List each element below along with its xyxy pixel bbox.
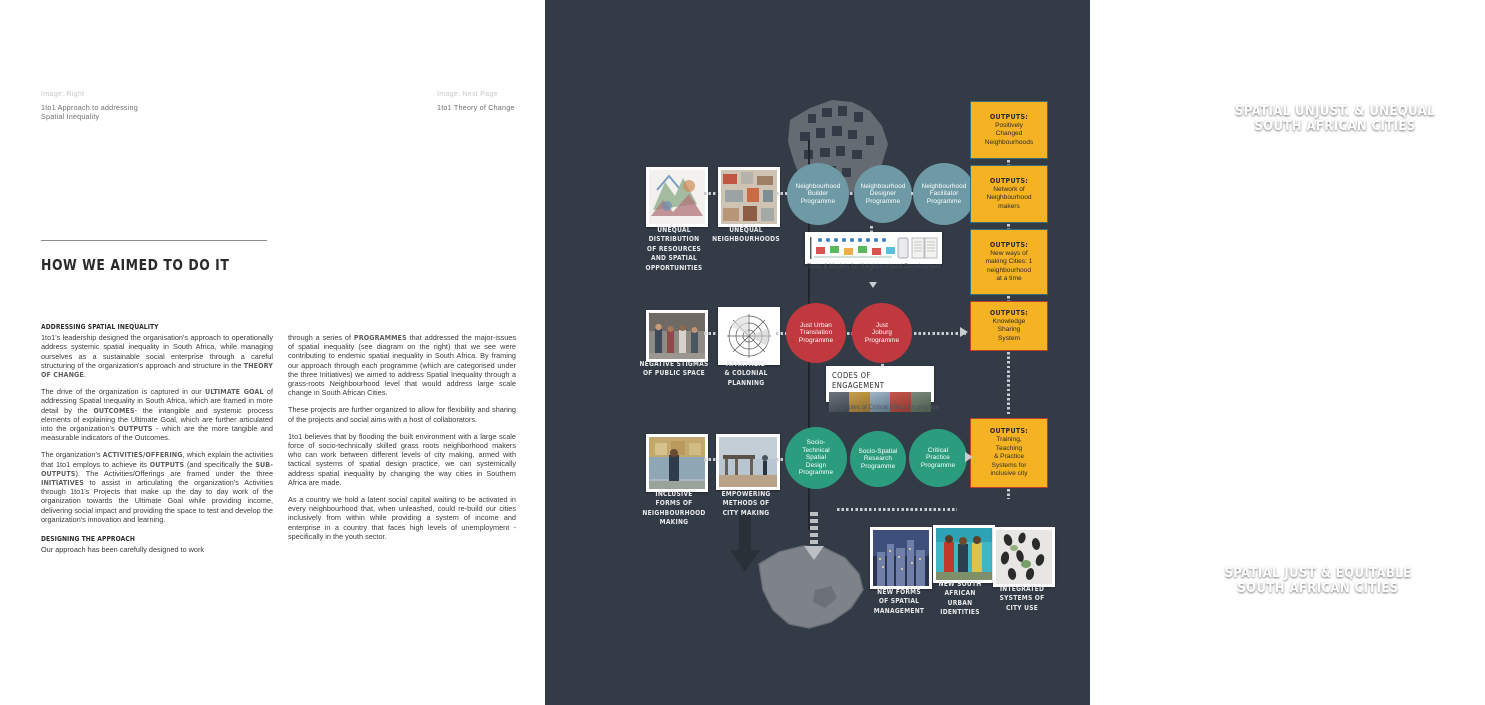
- connector-dots-out4-out5: [1007, 352, 1010, 416]
- rp1-text-b: that addressed the major-issues of spatial inequality (see diagram on the right) that we see were contributing to endemic spatial inequality in South Africa. By framing our approach through each programme (which are categorised under the three Initiatives) we aimed to address Spatial Inequality through a grass-roots Neighbourhood level that would address large scale change in South African Cities.: [288, 333, 517, 398]
- keyword-activities-offering: ACTIVITIES/OFFERING: [102, 450, 183, 460]
- circle-line: Neighbourhood: [795, 182, 841, 190]
- diagram-pane: [545, 0, 1435, 705]
- p3-text-b: , which explain the activities that 1to1 employs to achieve its: [41, 450, 273, 469]
- output-line: & Practice: [993, 453, 1025, 461]
- photo-tile-new-south-african-urban-identities: [933, 525, 995, 583]
- output-line: Sharing: [997, 326, 1021, 334]
- cap-line: OF PUBLIC SPACE: [642, 369, 705, 378]
- paragraph-1: [41, 333, 273, 379]
- photo-tile-integrated-systems-of-city-use: [993, 527, 1055, 587]
- cap-line: NEGATIVE STIGMAS: [639, 360, 709, 368]
- caption-unequal-neighbourhoods: [695, 226, 797, 245]
- cap-line: MAKING: [659, 518, 689, 527]
- info-card-tools-and-models[interactable]: [805, 232, 942, 264]
- circle-line: Spatial: [805, 454, 827, 462]
- output-line: Systems for: [991, 461, 1027, 469]
- caption-apartheid-colonial-planning: [700, 360, 792, 388]
- document-pane: [0, 0, 545, 705]
- p2-text-a: The drive of the organization is captured in our: [41, 387, 206, 397]
- image-note-left-label: Image: Right: [41, 89, 85, 98]
- output-line: Positively: [995, 121, 1023, 129]
- connector-dots-bottom-horizontal: [837, 508, 957, 511]
- output-title: OUTPUTS:: [989, 308, 1029, 317]
- output-box-new-ways-of-making-cities[interactable]: [970, 229, 1048, 295]
- image-note-right-caption1: 1to1 Theory of Change: [437, 103, 515, 112]
- photo-tile-negative-stigmas: [646, 310, 708, 362]
- cap-line: AND SPATIAL: [650, 254, 697, 263]
- photo-tile-unequal-distribution: [646, 167, 708, 227]
- p1-text-b: .: [83, 370, 86, 380]
- circle-line: Designer: [869, 190, 897, 198]
- output-title: OUTPUTS:: [989, 176, 1029, 185]
- circle-line: Design: [805, 461, 827, 469]
- cap-line: MANAGEMENT: [873, 606, 925, 615]
- p3-text-d: ). The Activities/Offerings are framed under the three: [75, 468, 273, 478]
- hero-top-line1: SPATIAL UNJUST. & UNEQUAL: [1235, 104, 1435, 119]
- cap-line: UNEQUAL: [729, 226, 763, 234]
- cap-line: PLANNING: [727, 378, 765, 387]
- cap-line: CITY USE: [1005, 603, 1039, 612]
- flow-arrow-down-dotted-icon: [801, 512, 827, 569]
- paragraph-4: Our approach has been carefully designed to work: [41, 545, 205, 555]
- programme-circle-just-urban-translation[interactable]: [786, 303, 846, 363]
- r-paragraph-1: [288, 333, 516, 397]
- rp1-text-a: through a series of: [288, 333, 354, 342]
- hero-title-top: [1185, 104, 1485, 134]
- circle-line: Programme: [865, 197, 901, 205]
- circle-line: Neighbourhood: [921, 182, 967, 190]
- output-box-positively-changed-neighbourhoods[interactable]: [970, 101, 1048, 159]
- paragraph-3: [41, 450, 273, 524]
- cap-line: UNEQUAL: [657, 226, 691, 234]
- cap-line: CITY MAKING: [722, 508, 770, 517]
- keyword-outputs: OUTPUTS: [118, 424, 153, 434]
- image-note-left-caption2: Spatial Inequality: [41, 112, 100, 121]
- cap-line: FORMS OF: [655, 499, 693, 508]
- subheading-designing-the-approach: DESIGNING THE APPROACH: [41, 534, 135, 544]
- output-line: at a time: [996, 274, 1022, 282]
- r-paragraph-4: As a country we hold a latent social capital waiting to be activated in every neighbourhood that, when unleashed, could re-build our cities inclusively from within while providing a system of income and enterprise in a country that faces high levels of unemployment - specifically in the youth sector.: [288, 495, 516, 541]
- arrow-down-card1-icon: [869, 282, 877, 288]
- image-note-right-label: Image: Next Page: [437, 89, 498, 98]
- output-line: making Cities: 1: [985, 258, 1033, 266]
- output-line: Neighbourhoods: [984, 138, 1034, 146]
- card-caption-tools-and-models: Tools & Models for Neighbourhood Development: [807, 264, 941, 270]
- keyword-outcomes: OUTCOMES: [93, 405, 135, 415]
- keyword-ultimate-goal: ULTIMATE GOAL: [205, 387, 264, 397]
- output-line: Training,: [996, 436, 1022, 444]
- right-text-column: [288, 333, 516, 549]
- output-line: New ways of: [990, 249, 1028, 257]
- programme-circle-critical-practice[interactable]: [909, 429, 967, 487]
- circle-line: Technical: [802, 446, 830, 454]
- photo-tile-empowering-methods: [716, 434, 780, 490]
- hero-bottom-line2: SOUTH AFRICAN CITIES: [1237, 581, 1399, 596]
- circle-line: Research: [863, 455, 893, 463]
- programme-circle-neighbourhood-designer[interactable]: [854, 165, 912, 223]
- circle-line: Programme: [926, 197, 962, 205]
- cap-line: URBAN: [947, 598, 973, 607]
- p1-text-a: 1to1's leadership designed the organisation's approach to operationally address systemic spatial inequality in South Africa, while managing ourselves as a sustainable social enterprise through a careful structuring of the organization's approach and structure in the: [41, 333, 273, 370]
- card-caption-codes-of-engagement: Examples of Critical Ethics for practice: [832, 405, 940, 411]
- cap-line: DISTRIBUTION: [648, 235, 700, 244]
- cap-line: NEIGHBOURHOOD: [642, 508, 706, 517]
- p3-text-e: to assist in articulating the organization's Activities through 1to1's Projects that make up the day to day work of the organization towards the Ultimate Goal while providing income, delivering social impact and providing the space to test and develop the organization's innovation and learning.: [41, 478, 273, 524]
- output-line: neighbourhood: [986, 266, 1031, 274]
- circle-line: Programme: [798, 336, 834, 344]
- output-line: Network of: [993, 185, 1025, 193]
- hero-top-line2: SOUTH AFRICAN CITIES: [1254, 119, 1416, 134]
- circle-line: Programme: [800, 197, 836, 205]
- hero-bottom-line1: SPATIAL JUST & EQUITABLE: [1224, 566, 1412, 581]
- p3-text-a: The organization's: [41, 450, 103, 460]
- circle-line: Builder: [807, 190, 829, 198]
- keyword-theory-of-change: THEORY OF CHANGE: [41, 360, 273, 380]
- cap-line: NEW SOUTH: [938, 580, 982, 588]
- arrow-right-to-outputs-r3-icon: [965, 452, 973, 462]
- circle-line: Practice: [926, 454, 950, 462]
- info-card-codes-of-engagement[interactable]: [826, 366, 934, 402]
- keyword-initiatives: INITIATIVES: [41, 478, 84, 488]
- circle-line: Just: [875, 321, 889, 329]
- cap-line: & COLONIAL: [724, 369, 768, 378]
- cap-line: SYSTEMS OF: [999, 594, 1045, 603]
- keyword-sub-outputs: SUB-OUTPUTS: [41, 459, 274, 478]
- output-line: Knowledge: [992, 317, 1026, 325]
- keyword-outputs-2: OUTPUTS: [149, 459, 185, 469]
- cap-line: APARTHEID: [726, 360, 766, 368]
- cap-line: AFRICAN: [944, 589, 976, 598]
- cap-line: IDENTITIES: [940, 608, 980, 617]
- programme-circle-neighbourhood-facilitator[interactable]: [913, 163, 975, 225]
- p3-text-c: (and specifically the: [184, 459, 256, 469]
- output-line: Teaching: [995, 444, 1023, 452]
- programme-circle-neighbourhood-builder[interactable]: [787, 163, 849, 225]
- keyword-programmes: PROGRAMMES: [353, 333, 407, 342]
- subheading-addressing-spatial-inequality: ADDRESSING SPATIAL INEQUALITY: [41, 322, 159, 331]
- cap-line: NEIGHBOURHOODS: [712, 235, 780, 244]
- circle-line: Socio-Spatial: [858, 447, 898, 455]
- programme-circle-just-joburg[interactable]: [852, 303, 912, 363]
- r-paragraph-2: These projects are further organized to allow for flexibility and sharing of the projects and social aims with a host of collaborators.: [288, 405, 516, 424]
- circle-line: Socio-: [806, 439, 826, 447]
- circle-line: Neighbourhood: [860, 182, 906, 190]
- caption-empowering-methods: [700, 490, 792, 518]
- circle-line: Programme: [860, 462, 896, 470]
- output-line: System: [998, 334, 1020, 342]
- output-line: makers: [998, 202, 1020, 210]
- card-heading-line1: CODES OF: [832, 371, 871, 380]
- left-text-column: [41, 322, 273, 562]
- p2-text-b: of addressing Spatial Inequality in South Africa, which are framed in more detail by the: [41, 387, 273, 415]
- connector-dots-r2d: [914, 332, 966, 335]
- section-divider: [41, 240, 267, 241]
- cap-line: OF SPATIAL: [878, 597, 920, 606]
- p2-text-d: - which are the more tangible and measurable indicators of the Outcomes.: [41, 424, 273, 443]
- paragraph-2: [41, 387, 273, 442]
- output-line: inclusive city: [990, 470, 1028, 478]
- page-title: HOW WE AIMED TO DO IT: [41, 256, 230, 274]
- output-line: Changed: [995, 130, 1023, 138]
- output-box-training-teaching-practice[interactable]: [970, 418, 1048, 488]
- programme-circle-socio-technical-spatial-design[interactable]: [785, 427, 847, 489]
- circle-line: Translation: [799, 329, 833, 337]
- caption-integrated-systems-city-use: [982, 585, 1062, 613]
- arrow-right-to-outputs-r2-icon: [960, 327, 968, 337]
- cap-line: OF RESOURCES: [646, 244, 702, 253]
- photo-tile-unequal-neighbourhoods: [718, 167, 780, 227]
- output-box-network-of-neighbourhood-makers[interactable]: [970, 165, 1048, 223]
- output-title: OUTPUTS:: [989, 240, 1029, 249]
- cap-line: INTEGRATED: [999, 585, 1045, 593]
- circle-line: Programme: [920, 461, 956, 469]
- cap-line: NEW FORMS: [877, 588, 921, 596]
- cap-line: INCLUSIVE: [655, 490, 693, 498]
- p2-text-c: - the intangible and systemic process elements of explaining the Ultimate Goal, which are further articulated into the organization's: [41, 405, 273, 434]
- card-heading-line2: ENGAGEMENT: [832, 380, 885, 390]
- circle-line: Programme: [864, 336, 900, 344]
- output-title: OUTPUTS:: [989, 112, 1029, 121]
- r-paragraph-3: 1to1 believes that by flooding the built environment with a large scale force of socio-technically skilled grass roots neighborhood makers who can work between different levels of city making, armed with tactical systems of spatial design practice, we can systemically address spatial inequality by changing the way cities in Southern Africa are made.: [288, 431, 516, 487]
- connector-dots-out5-down: [1007, 489, 1010, 499]
- circle-line: Joburg: [871, 329, 893, 337]
- circle-line: Just Urban: [800, 321, 832, 329]
- circle-line: Programme: [798, 469, 834, 477]
- output-box-knowledge-sharing-system[interactable]: [970, 301, 1048, 351]
- output-line: Neighbourhood: [986, 194, 1032, 202]
- flow-arrow-down-solid-icon: [729, 512, 761, 579]
- cap-line: EMPOWERING: [721, 490, 771, 498]
- photo-tile-inclusive-forms: [646, 434, 708, 492]
- hero-title-bottom: [1193, 566, 1443, 596]
- cap-line: METHODS OF: [722, 499, 770, 508]
- image-note-left-caption1: 1to1 Approach to addressing: [41, 103, 138, 112]
- photo-tile-apartheid-planning: [718, 307, 780, 365]
- cap-line: OPPORTUNITIES: [645, 263, 703, 272]
- output-title: OUTPUTS:: [989, 427, 1029, 436]
- programme-circle-socio-spatial-research[interactable]: [850, 431, 906, 487]
- circle-line: Facilitator: [929, 190, 959, 198]
- circle-line: Critical: [927, 446, 949, 454]
